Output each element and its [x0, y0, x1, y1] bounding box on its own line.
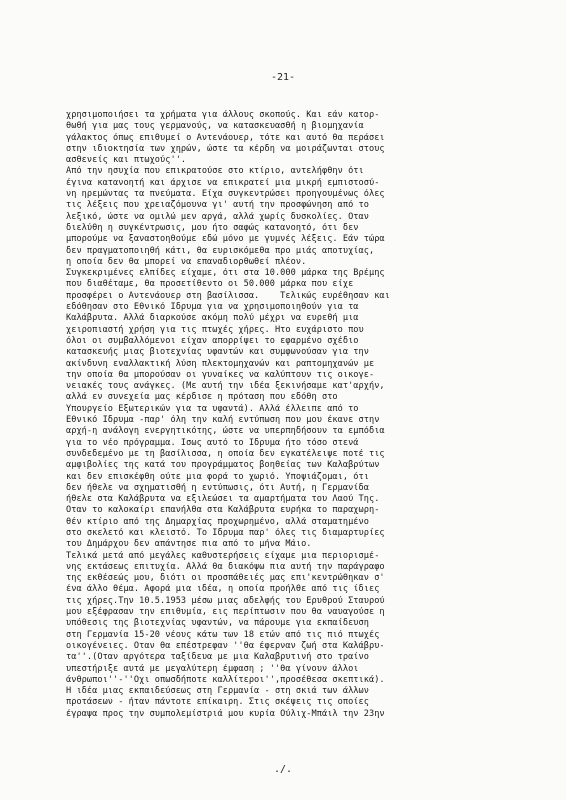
text-line: νειακές τους ανάγκες. (Με αυτή την ιδέα ξεκινήσαμε κατ'αρχήν,: [66, 381, 385, 392]
text-line: δεν πραγματοποιηθή κάτι, θα ευρισκόμεθα προ μιάς αποτυχίας,: [66, 245, 375, 256]
text-line: Η ιδέα μιας εκπαιδεύσεως στη Γερμανία - στη σκιά των άλλων: [66, 686, 369, 697]
text-line: υπεστήριξε αυτά με μεγαλύτερη έμφαση ; ''θα γίνουν άλλοι: [66, 663, 359, 674]
text-line: μπορούμε να ξαναστοηθούμε εδώ μόνο με γυμνές λέξεις. Εάν τώρα: [66, 234, 385, 245]
text-line: θέν κτίριο από της Δημαρχίας προχωρημένο, αλλά σταματημένο: [66, 516, 369, 527]
text-line: στη Γερμανία 15-20 νέους κάτω των 18 ετών από τις πιό πτωχές: [66, 629, 380, 640]
text-line: προσφέρει ο Αντενάουερ στη βασίλισσα. Τελικώς ευρέθησαν και: [66, 290, 390, 301]
text-line: Υπουργείο Εξωτερικών για τα υφαντά). Αλλά έλλειπε από το: [66, 403, 359, 414]
text-line: οικογένειες. Οταν θα επέστρεφαν ''θα έφερναν ζωή στα Καλάβρυ-: [66, 640, 385, 651]
text-line: Οταν το καλοκαίρι επανήλθα στα Καλάβρυτα ευρήκα το παραχωρη-: [66, 505, 380, 516]
body-text: [66, 110, 504, 720]
text-line: και δεν επισκέφθη ούτε μια φορά το χωριό. Υποψιάζομαι, ότι: [66, 471, 369, 482]
text-line: τις χήρες.Την 10.5.1953 μέσω μιας αδελφής του Ερυθρού Σταυρού: [66, 595, 385, 606]
continuation-mark: ./.: [273, 764, 293, 775]
text-line: ήθελε στα Καλάβρυτα να εξιλεώσει τα αμαρτήματα του Λαού Της.: [66, 494, 380, 505]
text-line: χρησιμοποιήσει τα χρήματα για άλλους σκοπούς. Και εάν κατορ-: [66, 110, 380, 120]
text-line: αρχή-η ανάλογη ενεργητικότης, ώστε να υπερπηδήσουν τα εμπόδια: [66, 426, 385, 437]
text-line: τις λέξεις που χρειαζόμουνα γι' αυτή την προσφώνηση από το: [66, 200, 369, 211]
text-line: Εθνικό Ιδρυμα -παρ' όλη την καλή εντύπωση που μου έκανε στην: [66, 415, 380, 426]
text-line: στην ιδιοκτησία των χηρών, ώστε τα κέρδη να μοιράζωνται στους: [66, 143, 385, 154]
text-line: εδόθησαν στο Εθνικό Ιδρυμα για να χρησιμοποιηθούν για τα: [66, 302, 359, 313]
text-line: θωθή για μας τους γερμανούς, να κατασκευασθή η βιομηχανία: [66, 121, 364, 132]
text-line: κατασκευής μιας βιοτεχνίας υφαντών και συμφωνούσαν για την: [66, 347, 369, 358]
text-line: έγινα κατανοητή και άρχισε να επικρατεί μια μικρή εμπιστοσύ-: [66, 177, 380, 188]
text-line: αμφιβολίες της κατά του προγράμματος βοηθείας των Καλαβρύτων: [66, 460, 380, 471]
text-line: μου εξέφρασαν την επιθυμία, εις περίπτωσιν που θα ναυαγούσε η: [66, 607, 385, 618]
text-line: λεξικό, ώστε να ομιλώ μεν αργά, αλλά χωρίς δυσκολίες. Οταν: [66, 211, 369, 222]
text-line: αλλά εν συνεχεία μας κέρδισε η πρόταση που εδόθη στο: [66, 392, 338, 403]
text-line: διελύθη η συγκέντρωσις, μου ήτο σαφώς κατανοητό, ότι δεν: [66, 222, 359, 233]
text-line: για το νέο πρόγραμμα. Ισως αυτό το Ιδρυμα ήτο τόσο στενά: [66, 437, 359, 448]
text-line: δεν ήθελε να σχηματισθή η εντύπωσις, ότι Αυτή, η Γερμανίδα: [66, 482, 369, 493]
text-line: χειροπιαστή χρήση για τις πτωχές χήρες. Ητο ευχάριστο που: [66, 324, 364, 335]
text-line: προτάσεων - ήταν πάντοτε επίκαιρη. Στις σκέψεις τις οποίες: [66, 697, 369, 708]
text-line: Από την ησυχία που επικρατούσε στο κτίριο, αντελήφθην ότι: [66, 166, 364, 177]
text-line: νης εκτάσεως επιτυχία. Αλλά θα διακόψω πια αυτή την παράγραφο: [66, 561, 385, 572]
text-line: νη ηρεμώντας τα πνεύματα. Είχα συγκεντρώσει προηγουμένως όλες: [66, 189, 385, 200]
text-line: που διαθέταμε, θα προσετίθεντο οι 50.000 μάρκα που είχε: [66, 279, 354, 290]
text-line: ακίνδυνη εναλλακτική λύση πλεκτομηχανών και ραπτομηχανών με: [66, 358, 375, 369]
text-line: ένα άλλο θέμα. Αφορά μια ιδέα, η οποία προήλθε από τις ίδιες: [66, 584, 380, 595]
text-line: Συγκεκριμένες ελπίδες είχαμε, ότι στα 10.000 μάρκα της Βρέμης: [66, 268, 385, 279]
text-line: άνθρωποι''-''Οχι οπωσδήποτε καλλίτεροι'',προσέθεσα σκεπτικά).: [66, 674, 385, 685]
text-line: Τελικά μετά από μεγάλες καθυστερήσεις είχαμε μια περιορισμέ-: [66, 550, 380, 561]
text-line: στο σκελετό και κλειστό. Το Ιδρυμα παρ' όλες τις διαμαρτυρίες: [66, 527, 385, 538]
text-line: όλοι οι συμβαλλόμενοι είχαν απορρίψει το εφαρμένο σχέδιο: [66, 335, 359, 346]
text-line: της εκθέσεώς μου, διότι οι προσπάθειές μας επι'κεντρώθηκαν σ': [66, 573, 385, 584]
text-line: Καλάβρυτα. Αλλά διαρκούσε ακόμη πολύ μέχρι να ευρεθή μια: [66, 313, 359, 324]
text-line: την οποία θα μπορούσαν οι γυναίκες να καλύπτουν τις οικογε-: [66, 369, 375, 380]
page-number: -21-: [270, 72, 296, 83]
text-line: συνδεδεμένο με τη βασίλισσα, η οποία δεν εγκατέλειψε ποτέ τις: [66, 448, 385, 459]
text-line: η οποία δεν θα μπορεί να επαναδιορθωθεί πλέον.: [66, 256, 307, 267]
text-line: τα''.(Οταν αργότερα ταξίδευα με μια Καλαβρυτινή στο τραίνο: [66, 652, 369, 663]
text-line: του Δημάρχου δεν απάντησε πια από το μήνα Μάιο.: [66, 539, 312, 550]
text-line: ασθενείς και πτωχούς''.: [66, 155, 187, 166]
text-line: έγραψα προς την συμπολεμίστριά μου κυρία Ούλιχ-Μπάιλ την 23ην: [66, 708, 385, 719]
text-line: γάλακτος όπως επιθυμεί ο Αντενάουερ, τότε και αυτό θα περάσει: [66, 132, 385, 143]
text-line: υπόθεσις της βιοτεχνίας υφαντών, να πάρουμε για εκπαίδευση: [66, 618, 369, 629]
